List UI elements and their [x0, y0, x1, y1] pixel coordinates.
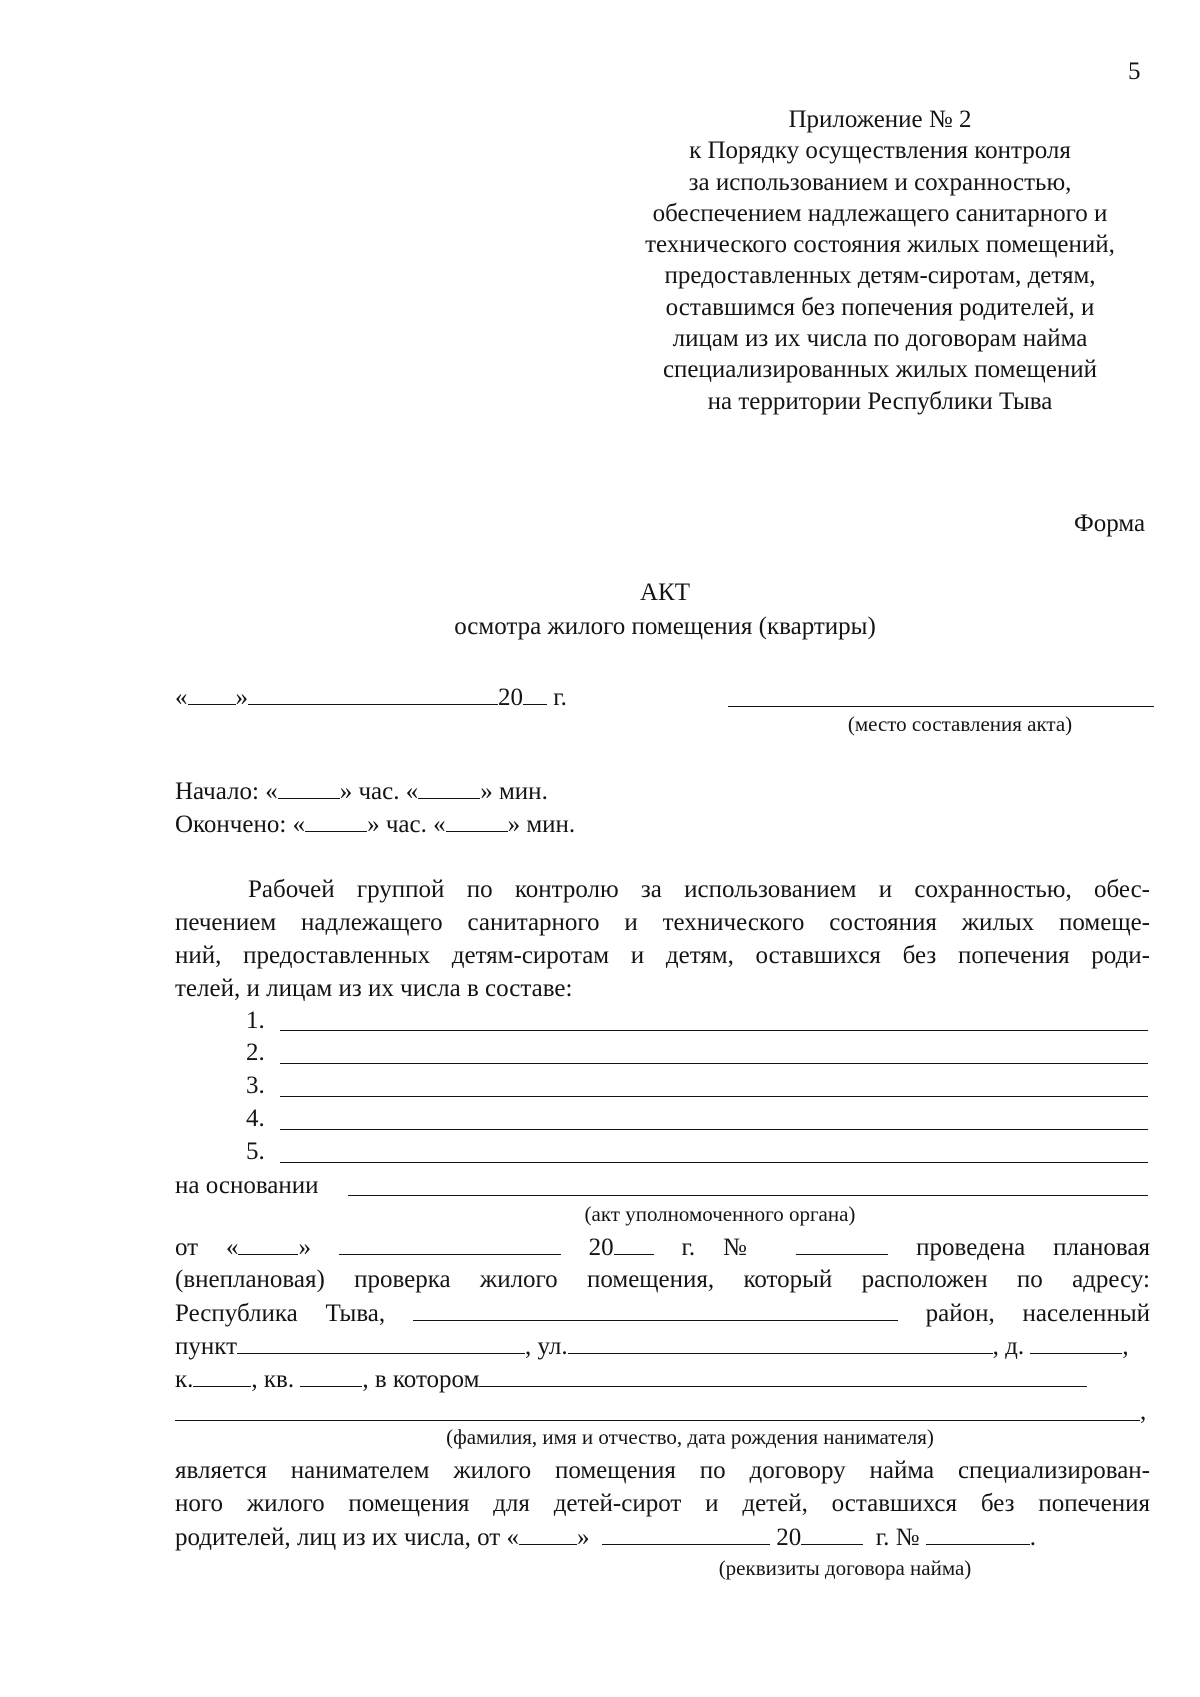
line3-text: родителей, лиц из их числа, от [175, 1524, 501, 1551]
quote-open: « [506, 1524, 519, 1551]
apartment-label: , кв. [251, 1366, 295, 1393]
occupant-field[interactable] [479, 1365, 1087, 1387]
from-year-field[interactable] [614, 1233, 654, 1255]
tenant-name-field[interactable] [175, 1420, 1140, 1421]
appendix-line: технического состояния жилых помещений, [645, 231, 1115, 259]
republic-line [175, 1299, 1150, 1328]
day-field[interactable] [188, 683, 236, 705]
contract-day-field[interactable] [519, 1523, 577, 1545]
building-label: к. [175, 1366, 194, 1393]
republic-label: Республика Тыва, [175, 1300, 386, 1327]
house-label: , д. [992, 1333, 1025, 1360]
end-label: Окончено: [175, 811, 287, 838]
apartment-field[interactable] [300, 1365, 362, 1387]
paragraph2-line2: ного жилого помещения для детей-сирот и детей, оставшихся без попечения [175, 1490, 1150, 1517]
paragraph2-line3 [175, 1523, 1036, 1552]
member-field[interactable] [280, 1162, 1148, 1163]
member-field[interactable] [280, 1030, 1148, 1031]
start-minutes-field[interactable] [418, 777, 480, 799]
hours-label: час. [358, 778, 400, 805]
hours-label: час. [385, 811, 427, 838]
start-hours-field[interactable] [278, 777, 340, 799]
settlement-label: населенный [1022, 1300, 1150, 1327]
quote-close: » [298, 1234, 311, 1261]
check-text: проведена плановая [916, 1234, 1150, 1261]
from-day-field[interactable] [238, 1233, 298, 1255]
from-label: от [175, 1234, 199, 1261]
contract-caption: (реквизиты договора найма) [718, 1556, 972, 1580]
in-which-label: , в котором [362, 1366, 480, 1393]
member-number: 4. [246, 1105, 265, 1132]
year-suffix: г. [553, 684, 567, 711]
appendix-header [580, 104, 1180, 417]
from-line [175, 1233, 1150, 1262]
month-field[interactable] [248, 683, 498, 705]
appendix-line: на территории Республики Тыва [707, 387, 1053, 415]
basis-caption: (акт уполномоченного органа) [584, 1202, 856, 1226]
member-number: 2. [246, 1039, 265, 1066]
comma: , [1122, 1333, 1129, 1360]
end-hours-field[interactable] [305, 810, 367, 832]
end-line: Окончено: « » час. « » мин. [175, 811, 576, 838]
member-number: 1. [246, 1007, 265, 1034]
contract-number-field[interactable] [926, 1523, 1030, 1545]
from-number-field[interactable] [796, 1233, 888, 1255]
place-field[interactable] [728, 706, 1154, 707]
basis-label: на основании [175, 1172, 319, 1199]
appendix-line: предоставленных детям-сиротам, детям, [664, 262, 1096, 290]
paragraph1-line3: ний, предоставленных детям-сиротам и детям, оставшихся без попечения роди- [175, 942, 1150, 969]
appendix-line: за использованием и сохранностью, [688, 168, 1072, 196]
place-caption: (место составления акта) [847, 712, 1073, 736]
number-sign: г. № [875, 1524, 920, 1551]
year-prefix: 20 [776, 1524, 802, 1551]
street-field[interactable] [568, 1332, 993, 1354]
start-label: Начало: [175, 778, 259, 805]
start-line: Начало: « » час. « » мин. [175, 778, 548, 805]
settlement-field[interactable] [237, 1332, 525, 1354]
quote-open: « [225, 1234, 239, 1261]
appendix-line: обеспечением надлежащего санитарного и [652, 199, 1108, 227]
date-line [175, 683, 567, 712]
minutes-label: мин. [526, 811, 576, 838]
district-field[interactable] [413, 1299, 898, 1321]
year-prefix: 20 [498, 684, 523, 711]
street-label: , ул. [525, 1333, 568, 1360]
period: . [1029, 1524, 1036, 1551]
paragraph1-line2: печением надлежащего санитарного и технического состояния жилых помеще- [175, 909, 1150, 936]
from-month-field[interactable] [339, 1233, 561, 1255]
paragraph2-line1: является нанимателем жилого помещения по договору найма специализирован- [175, 1457, 1150, 1484]
member-field[interactable] [280, 1129, 1148, 1130]
address-line [175, 1332, 1150, 1361]
apartment-line [175, 1365, 1087, 1394]
appendix-line: лицам из их числа по договорам найма [672, 325, 1088, 353]
year-prefix: 20 [588, 1234, 614, 1261]
appendix-line: Приложение № 2 [788, 106, 972, 133]
quote-close: » [576, 1524, 590, 1551]
appendix-line: оставшимся без попечения родителей, и [665, 293, 1095, 321]
house-field[interactable] [1030, 1332, 1122, 1354]
number-sign: г. № [681, 1234, 769, 1261]
member-field[interactable] [280, 1063, 1148, 1064]
document-title: АКТ [640, 579, 690, 606]
district-label: район, [925, 1300, 995, 1327]
appendix-line: специализированных жилых помещений [662, 356, 1098, 384]
end-minutes-field[interactable] [446, 810, 508, 832]
basis-field[interactable] [348, 1195, 1148, 1196]
contract-month-field[interactable] [602, 1523, 770, 1545]
quote-open: « [175, 684, 188, 711]
minutes-label: мин. [498, 778, 548, 805]
document-subtitle: осмотра жилого помещения (квартиры) [454, 613, 876, 640]
paragraph1-line1: Рабочей группой по контролю за использованием и сохранностью, обес- [248, 876, 1150, 903]
year-field[interactable] [523, 683, 547, 705]
appendix-line: к Порядку осуществления контроля [689, 137, 1071, 165]
member-number: 3. [246, 1072, 265, 1099]
form-label: Форма [1074, 510, 1146, 537]
member-field[interactable] [280, 1096, 1148, 1097]
page-number: 5 [1128, 58, 1141, 85]
paragraph1-line4: телей, и лицам из их числа в составе: [175, 975, 573, 1002]
building-field[interactable] [193, 1365, 251, 1387]
name-caption: (фамилия, имя и отчество, дата рождения нанимателя) [446, 1425, 934, 1449]
comma: , [1140, 1398, 1147, 1425]
member-number: 5. [246, 1138, 265, 1165]
contract-year-field[interactable] [801, 1523, 863, 1545]
check-line: (внеплановая) проверка жилого помещения, который расположен по адресу: [175, 1266, 1150, 1293]
punkt-label: пункт [175, 1333, 237, 1360]
quote-close: » [235, 684, 248, 711]
